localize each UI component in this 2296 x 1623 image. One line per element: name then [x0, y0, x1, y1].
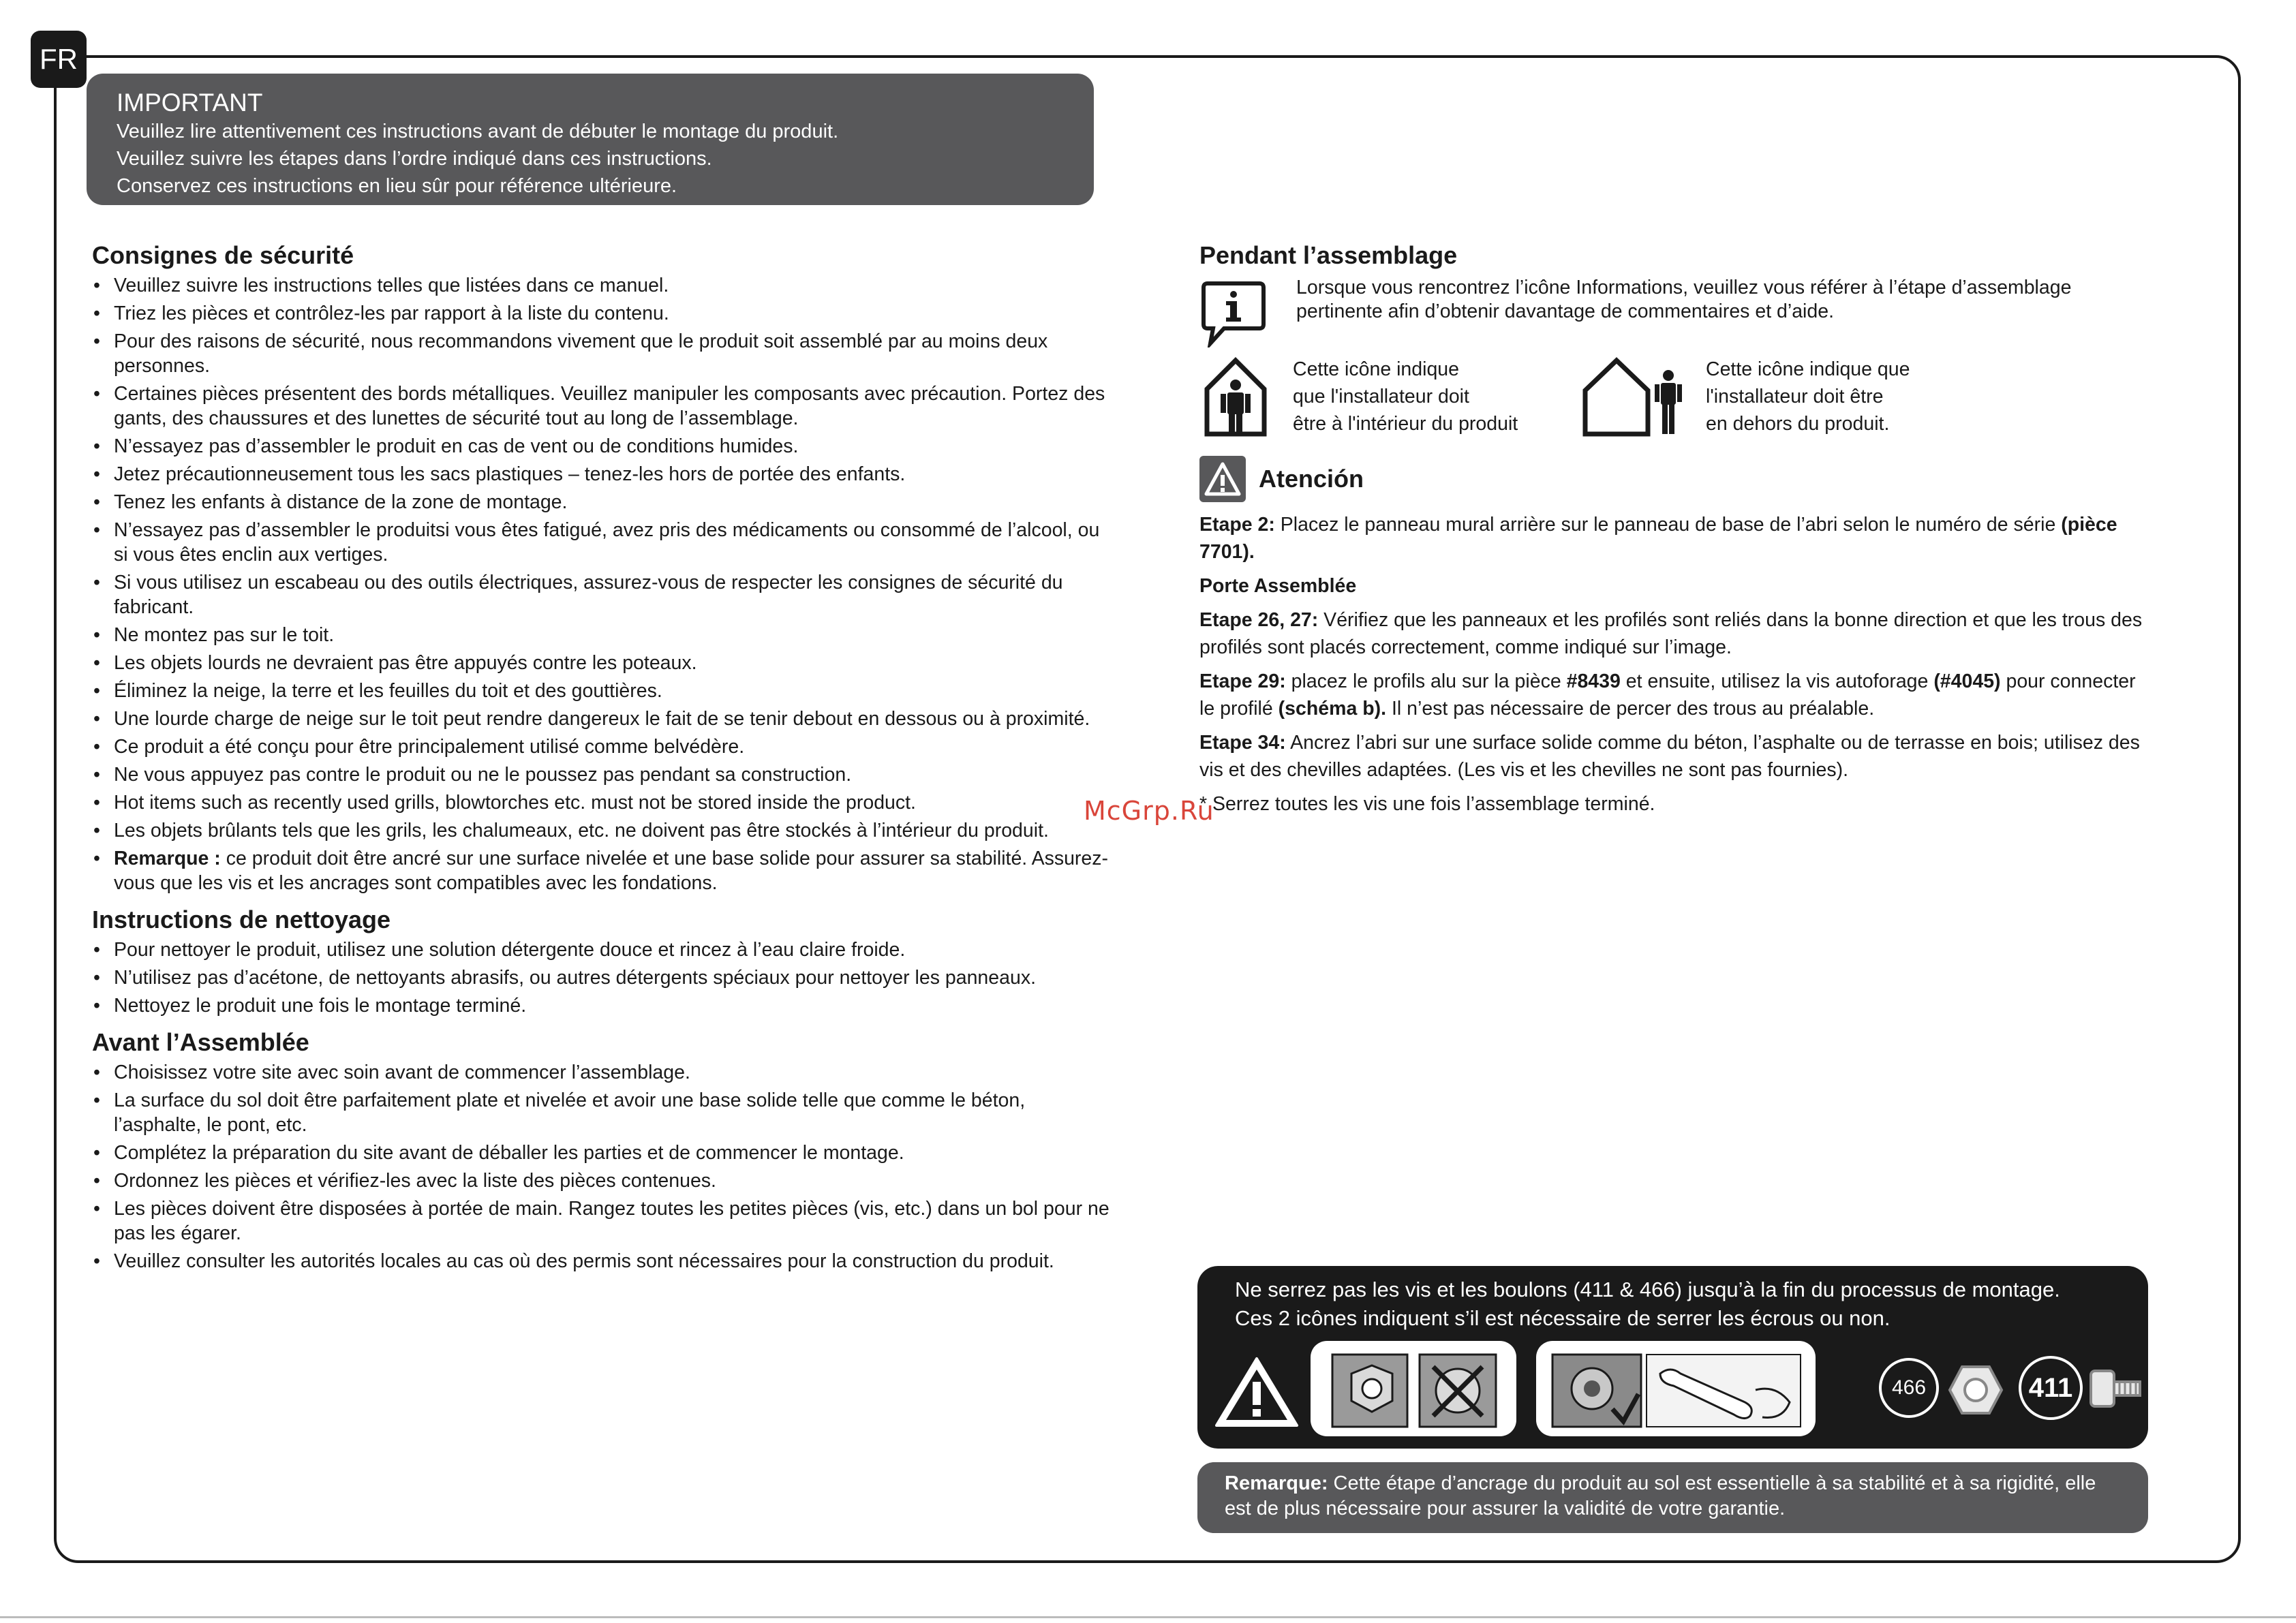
- badge-label: 466: [1891, 1376, 1927, 1399]
- warning-line: Ces 2 icônes indiquent s’il est nécessaire de serrer les écrous ou non.: [1235, 1306, 1891, 1330]
- loose-nut-icon: [1331, 1353, 1500, 1428]
- list-item: • Ne montez pas sur le toit.: [92, 623, 1111, 647]
- inside-line: être à l'intérieur du produit: [1293, 413, 1518, 435]
- list-item: • La surface du sol doit être parfaitement plate et nivelée et avoir une base solide telle que comme le béton, l’asphalte, le pont, etc.: [92, 1088, 1111, 1137]
- list-item: • Veuillez suivre les instructions telles que listées dans ce manuel.: [92, 273, 1111, 298]
- step-29: [1199, 668, 2150, 722]
- tight-icons-panel: [1536, 1341, 1816, 1436]
- note-label: Remarque:: [1225, 1472, 1328, 1494]
- before-heading: Avant l’Assemblée: [92, 1028, 309, 1056]
- person-outside-icon: [1581, 356, 1683, 437]
- list-item: • Éliminez la neige, la terre et les feuilles du toit et des gouttières.: [92, 679, 1111, 703]
- list-item: • Jetez précautionneusement tous les sacs plastiques – tenez-les hors de portée des enfants.: [92, 462, 1111, 486]
- bolt-icon: [2087, 1361, 2144, 1419]
- list-item: • Ne vous appuyez pas contre le produit ou ne le poussez pas pendant sa construction.: [92, 762, 1111, 787]
- list-item: • Pour des raisons de sécurité, nous recommandons vivement que le produit soit assemblé par au moins deux personnes.: [92, 329, 1111, 378]
- remark-text: ce produit doit être ancré sur une surface nivelée et une base solide pour assurer sa stabilité. Assurez-vous que les vis et les ancrages sont compatibles avec les fondations.: [114, 848, 1109, 894]
- cleaning-heading: Instructions de nettoyage: [92, 906, 391, 933]
- note-text: Cette étape d’ancrage du produit au sol est essentielle à sa stabilité et à sa rigidité, elle est de plus nécessaire pour assurer la validité de votre garantie.: [1225, 1472, 2096, 1519]
- list-item: • Les pièces doivent être disposées à portée de main. Rangez toutes les petites pièces (vis, etc.) dans un bol pour ne pas les égarer.: [92, 1196, 1111, 1246]
- inside-description: [1293, 356, 1518, 437]
- during-heading: Pendant l’assemblage: [1199, 241, 1458, 269]
- step-diagram-ref: (schéma b).: [1278, 698, 1387, 720]
- safety-list: [92, 273, 1111, 895]
- anchoring-note: [1197, 1462, 2148, 1533]
- page-bottom-edge: [0, 1616, 2296, 1618]
- warning-line: Ne serrez pas les vis et les boulons (411 & 466) jusqu’à la fin du processus de montage.: [1235, 1278, 2060, 1301]
- step-part-number: (pièce 7701).: [1199, 514, 2117, 563]
- attention-steps: [1199, 511, 2150, 824]
- list-item: • Les objets brûlants tels que les grils, les chalumeaux, etc. ne doivent pas être stockés à l’intérieur du produit.: [92, 818, 1111, 843]
- wrench-icon: [1551, 1353, 1803, 1428]
- step-text: Il n’est pas nécessaire de percer des trous au préalable.: [1386, 698, 1875, 720]
- list-item: • Ce produit a été conçu pour être principalement utilisé comme belvédère.: [92, 735, 1111, 759]
- step-part-number: #8439: [1566, 670, 1621, 692]
- important-line: Veuillez suivre les étapes dans l’ordre indiqué dans ces instructions.: [117, 148, 712, 170]
- list-item: • Tenez les enfants à distance de la zone de montage.: [92, 490, 1111, 514]
- step-2: [1199, 511, 2150, 566]
- list-item: [92, 846, 1111, 895]
- list-item: • Veuillez consulter les autorités locales au cas où des permis sont nécessaires pour la construction du produit.: [92, 1249, 1111, 1273]
- list-item: • N’essayez pas d’assembler le produitsi vous êtes fatigué, avez pris des médicaments ou consommé de l’alcool, ou si vous êtes enclin aux vertiges.: [92, 518, 1111, 567]
- list-item: • Choisissez votre site avec soin avant de commencer l’assemblage.: [92, 1060, 1111, 1085]
- outside-line: en dehors du produit.: [1706, 413, 1890, 435]
- list-item: • Complétez la préparation du site avant de déballer les parties et de commencer le montage.: [92, 1141, 1111, 1165]
- loose-icons-panel: [1311, 1341, 1516, 1436]
- list-item: • Hot items such as recently used grills, blowtorches etc. must not be stored inside the product.: [92, 790, 1111, 815]
- before-list: [92, 1060, 1111, 1273]
- step-part-number: (#4045): [1933, 670, 2001, 692]
- step-34: [1199, 729, 2150, 784]
- outside-line: l'installateur doit être: [1706, 386, 1884, 407]
- step-label: Etape 26, 27:: [1199, 609, 1319, 631]
- list-item: • Pour nettoyer le produit, utilisez une solution détergente douce et rincez à l’eau claire froide.: [92, 938, 1111, 962]
- language-tab: [31, 31, 87, 88]
- step-text: placez le profils alu sur la pièce: [1285, 670, 1567, 692]
- list-item: • Ordonnez les pièces et vérifiez-les avec la liste des pièces contenues.: [92, 1169, 1111, 1193]
- badge-411: [2019, 1356, 2083, 1420]
- inside-line: Cette icône indique: [1293, 358, 1460, 380]
- outside-description: [1706, 356, 1910, 437]
- nut-icon: [1947, 1361, 2004, 1419]
- step-label: Etape 34:: [1199, 732, 1286, 754]
- list-item: • Une lourde charge de neige sur le toit peut rendre dangereux le fait de se tenir debout en dessous ou à proximité.: [92, 707, 1111, 731]
- remark-label: Remarque :: [114, 848, 221, 869]
- badge-label: 411: [2028, 1372, 2073, 1403]
- info-icon: [1201, 279, 1266, 347]
- list-item: • Triez les pièces et contrôlez-les par rapport à la liste du contenu.: [92, 301, 1111, 326]
- step-text: Placez le panneau mural arrière sur le panneau de base de l’abri selon le numéro de série: [1274, 514, 2062, 536]
- important-title: IMPORTANT: [117, 89, 263, 117]
- step-text: Vérifiez que les panneaux et les profilés sont reliés dans la bonne direction et que les trous des profilés sont placés correctement, comme indiqué sur l’image.: [1199, 609, 2143, 658]
- tighten-warning-box: [1197, 1266, 2148, 1449]
- step-label: Etape 2:: [1199, 514, 1275, 536]
- warning-text: [1235, 1276, 2060, 1333]
- left-column: [92, 241, 1111, 1283]
- list-item: • N’essayez pas d’assembler le produit en cas de vent ou de conditions humides.: [92, 434, 1111, 459]
- step-text: Ancrez l’abri sur une surface solide comme du béton, l’asphalte ou de terrasse en bois; utilisez des vis et des chevilles adaptées. (Les vis et les chevilles ne sont pas fournies).: [1199, 732, 2140, 781]
- info-description: Lorsque vous rencontrez l’icône Informations, veuillez vous référer à l’étape d’assemblage pertinente afin d’obtenir davantage de commentaires et d’aide.: [1296, 277, 2072, 322]
- language-code: FR: [40, 43, 78, 75]
- tighten-note: * Serrez toutes les vis une fois l’assemblage terminé.: [1199, 793, 1655, 815]
- step-26-27: [1199, 606, 2150, 661]
- porte-heading: Porte Assemblée: [1199, 575, 1357, 597]
- list-item: • Nettoyez le produit une fois le montage terminé.: [92, 993, 1111, 1018]
- list-item: • Certaines pièces présentent des bords métalliques. Veuillez manipuler les composants avec précaution. Portez des gants, des chaussures et des lunettes de sécurité tout au long de l’assemblage.: [92, 382, 1111, 431]
- important-notice: [87, 74, 1094, 205]
- step-text: pour connecter le profilé: [1199, 670, 2136, 720]
- step-text: et ensuite, utilisez la vis autoforage: [1620, 670, 1934, 692]
- warning-triangle-icon: [1212, 1355, 1301, 1429]
- person-inside-icon: [1203, 356, 1268, 437]
- important-line: Veuillez lire attentivement ces instructions avant de débuter le montage du produit.: [117, 121, 839, 142]
- cleaning-list: [92, 938, 1111, 1018]
- list-item: • Les objets lourds ne devraient pas être appuyés contre les poteaux.: [92, 651, 1111, 675]
- attention-heading: Atención: [1259, 465, 1364, 493]
- outside-line: Cette icône indique que: [1706, 358, 1910, 380]
- step-label: Etape 29:: [1199, 670, 1286, 692]
- important-line: Conservez ces instructions en lieu sûr pour référence ultérieure.: [117, 175, 677, 197]
- badge-466: [1879, 1358, 1939, 1418]
- safety-heading: Consignes de sécurité: [92, 241, 354, 269]
- list-item: • N’utilisez pas d’acétone, de nettoyants abrasifs, ou autres détergents spéciaux pour nettoyer les panneaux.: [92, 965, 1111, 990]
- inside-line: que l'installateur doit: [1293, 386, 1469, 407]
- warning-triangle-icon: [1199, 456, 1246, 502]
- list-item: • Si vous utilisez un escabeau ou des outils électriques, assurez-vous de respecter les consignes de sécurité du fabricant.: [92, 570, 1111, 619]
- watermark: McGrp.Ru: [1084, 796, 1214, 826]
